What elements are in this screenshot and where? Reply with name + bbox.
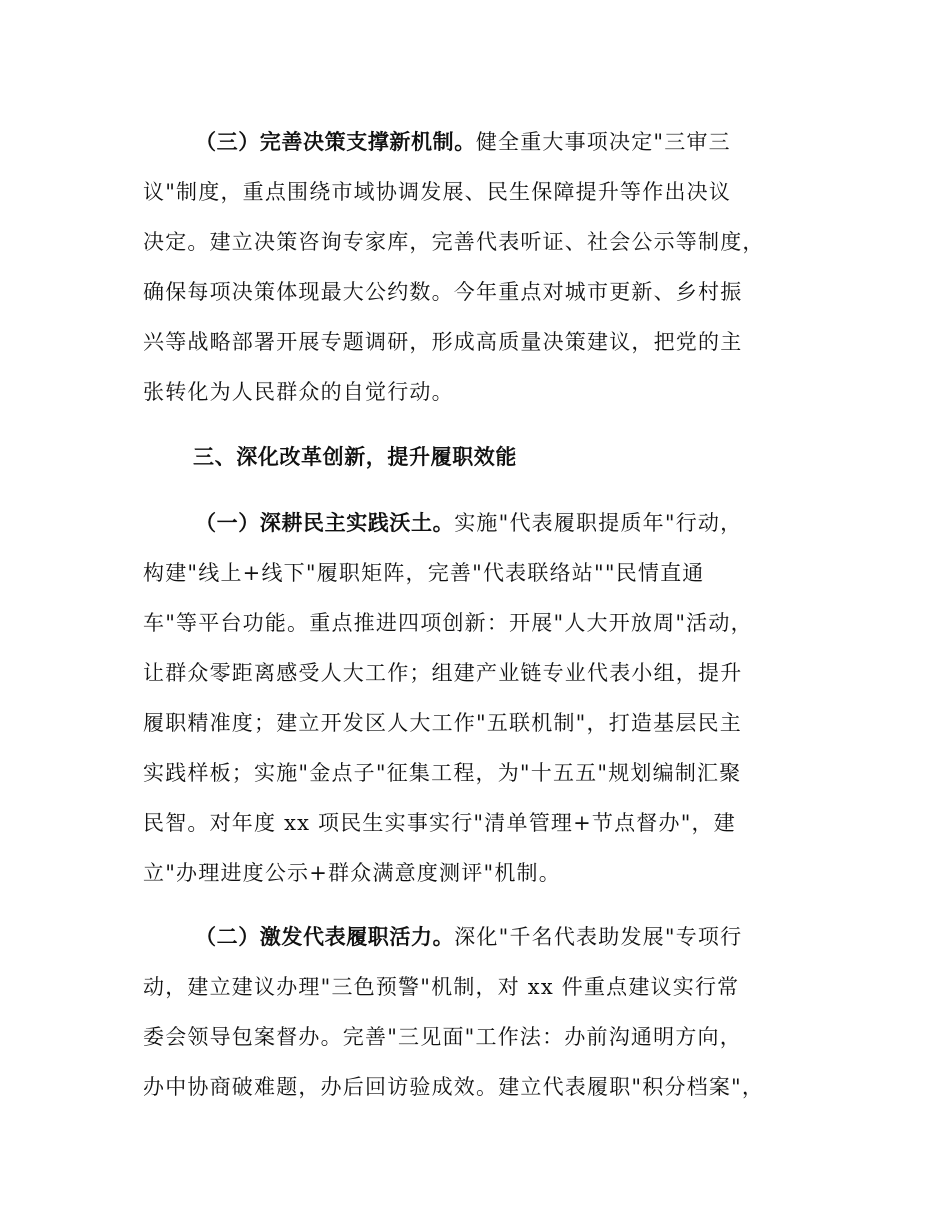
section-2-line-3: 委会领导包案督办。完善"三见面"工作法：办前沟通明方向， [143, 1025, 742, 1049]
section-1-text: 实施"代表履职提质年"行动， [454, 511, 743, 535]
section-1-line-7: 民智。对年度 xx 项民生实事实行"清单管理+节点督办"，建 [143, 811, 736, 835]
section-3-3-heading: （三）完善决策支撑新机制。 [195, 130, 476, 154]
section-1-line-5: 履职精准度；建立开发区人大工作"五联机制"，打造基层民主 [143, 711, 742, 735]
section-2-line-1 [195, 922, 742, 952]
chapter-3-title: 三、深化改革创新，提升履职效能 [193, 445, 517, 469]
section-1-line-1 [195, 508, 742, 538]
section-1-line-6: 实践样板；实施"金点子"征集工程，为"十五五"规划编制汇聚 [143, 761, 742, 785]
section-3-3-text: 健全重大事项决定"三审三 [475, 130, 731, 154]
section-2-line-2: 动，建立建议办理"三色预警"机制，对 xx 件重点建议实行常 [143, 975, 740, 999]
section-3-3-line-6: 张转化为人民群众的自觉行动。 [143, 380, 454, 404]
section-1-line-8: 立"办理进度公示+群众满意度测评"机制。 [143, 861, 561, 885]
section-3-3-line-4: 确保每项决策体现最大公约数。今年重点对城市更新、乡村振 [143, 280, 743, 304]
section-3-3-line-2: 议"制度，重点围绕市域协调发展、民生保障提升等作出决议 [143, 180, 732, 204]
section-3-3-line-1 [195, 127, 731, 157]
section-1-line-2: 构建"线上+线下"履职矩阵，完善"代表联络站""民情直通 [143, 561, 705, 585]
section-3-3-line-5: 兴等战略部署开展专题调研，形成高质量决策建议，把党的主 [143, 330, 743, 354]
section-1-line-4: 让群众零距离感受人大工作；组建产业链专业代表小组，提升 [143, 661, 743, 685]
section-2-heading: （二）激发代表履职活力。 [195, 925, 455, 949]
section-2-line-4: 办中协商破难题，办后回访验成效。建立代表履职"积分档案"， [143, 1075, 765, 1099]
section-3-3-line-3: 决定。建立决策咨询专家库，完善代表听证、社会公示等制度， [143, 230, 765, 254]
section-1-line-3: 车"等平台功能。重点推进四项创新：开展"人大开放周"活动， [143, 611, 753, 635]
section-2-text: 深化"千名代表助发展"专项行 [454, 925, 743, 949]
section-1-heading: （一）深耕民主实践沃土。 [195, 511, 455, 535]
